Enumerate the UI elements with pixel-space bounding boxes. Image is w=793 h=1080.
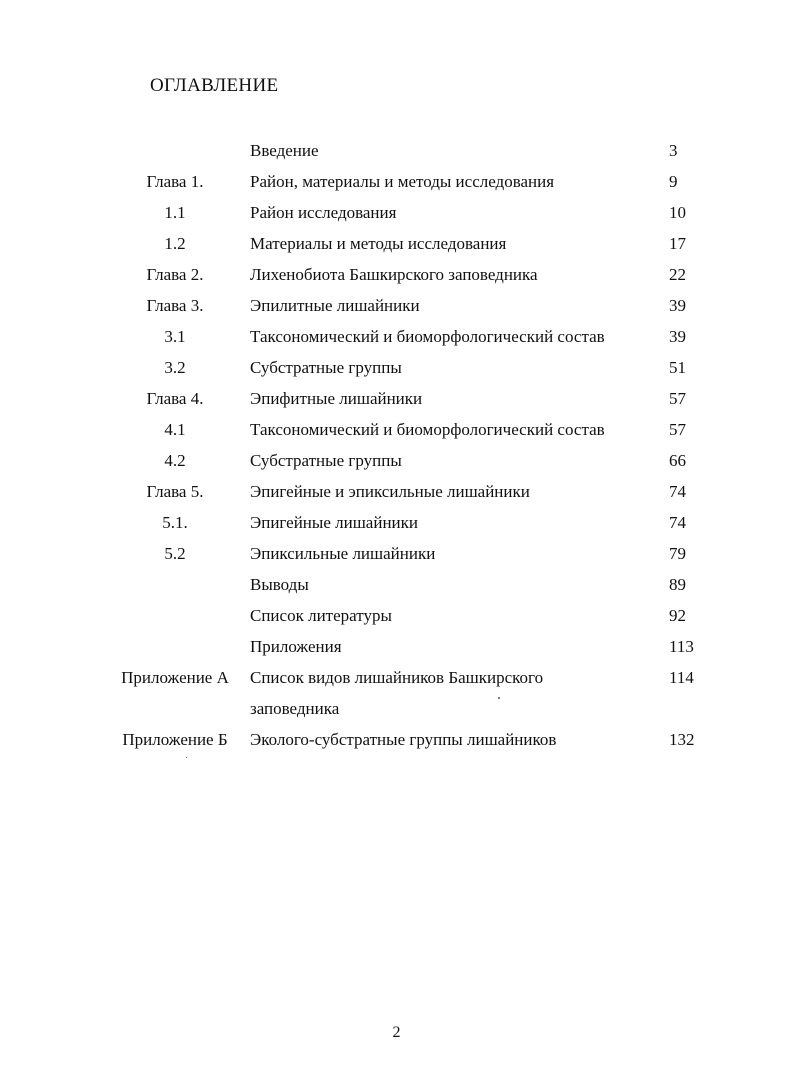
toc-page: 17: [669, 234, 686, 253]
toc-entry-appendix-b: [0, 724, 793, 755]
toc-page: 51: [669, 358, 686, 377]
toc-page: 74: [669, 513, 686, 532]
toc-page: 10: [669, 203, 686, 222]
toc-title: Лихенобиота Башкирского заповедника: [250, 265, 538, 284]
toc-label: Глава 2.: [146, 265, 204, 284]
toc-title: [250, 662, 662, 724]
toc-label: 3.2: [164, 358, 186, 377]
toc-title: Введение: [250, 141, 319, 160]
toc-label: 3.1: [164, 327, 186, 346]
toc-entry-chapter-3: [0, 290, 793, 321]
toc-label: Глава 5.: [146, 482, 204, 501]
toc-page: 113: [669, 637, 694, 656]
toc-title: Эпилитные лишайники: [250, 296, 420, 315]
toc-entry-conclusions: [0, 569, 793, 600]
toc-label: 4.1: [164, 420, 186, 439]
toc-label: Глава 3.: [146, 296, 204, 315]
toc-title: Таксономический и биоморфологический состав: [250, 420, 605, 439]
toc-page: 66: [669, 451, 686, 470]
toc-title: Материалы и методы исследования: [250, 234, 507, 253]
page-title: ОГЛАВЛЕНИЕ: [150, 75, 279, 96]
toc-label: 5.2: [164, 544, 186, 563]
page-number: 2: [392, 1024, 401, 1041]
toc-title: Эпигейные и эпиксильные лишайники: [250, 482, 530, 501]
toc-title: Эпифитные лишайники: [250, 389, 423, 408]
toc-page: 9: [669, 172, 678, 191]
toc-page: 89: [669, 575, 686, 594]
toc-label: Приложение Б: [122, 730, 228, 749]
toc-title: Субстратные группы: [250, 358, 402, 377]
toc-page: 92: [669, 606, 686, 625]
toc-entry-section-3-1: [0, 321, 793, 352]
toc-title-word: Башкирского: [448, 668, 544, 687]
toc-entry-section-5-1: [0, 507, 793, 538]
toc-entry-section-3-2: [0, 352, 793, 383]
toc-entry-appendix-a: [0, 662, 793, 724]
toc-title: Эпигейные лишайники: [250, 513, 418, 532]
toc-entry-chapter-2: [0, 259, 793, 290]
toc-page: 57: [669, 420, 686, 439]
toc-page: 22: [669, 265, 686, 284]
toc-label: Глава 1.: [146, 172, 204, 191]
toc-entry-section-1-1: [0, 197, 793, 228]
toc-entry-section-4-2: [0, 445, 793, 476]
toc-label: 1.2: [164, 234, 186, 253]
toc-entry-introduction: [0, 135, 793, 166]
toc-title: Приложения: [250, 637, 342, 656]
scan-speck: [498, 697, 500, 699]
toc-page: 3: [669, 141, 678, 160]
toc-page: 57: [669, 389, 686, 408]
table-of-contents: [0, 135, 793, 755]
toc-title-word: Список: [250, 668, 304, 687]
toc-entry-section-5-2: [0, 538, 793, 569]
toc-page: 39: [669, 296, 686, 315]
toc-entry-section-1-2: [0, 228, 793, 259]
toc-page: 74: [669, 482, 686, 501]
toc-label: Приложение А: [121, 668, 229, 687]
toc-label: 5.1.: [162, 513, 188, 532]
toc-entry-section-4-1: [0, 414, 793, 445]
toc-title: Список литературы: [250, 606, 392, 625]
toc-title: Выводы: [250, 575, 309, 594]
toc-page: 79: [669, 544, 686, 563]
toc-page: 39: [669, 327, 686, 346]
toc-entry-appendices: [0, 631, 793, 662]
toc-title: Район, материалы и методы исследования: [250, 172, 555, 191]
toc-title: Район исследования: [250, 203, 397, 222]
toc-title-word: лишайников: [354, 668, 445, 687]
toc-entry-chapter-1: [0, 166, 793, 197]
toc-title: Эколого-субстратные группы лишайников: [250, 730, 557, 749]
toc-title: Таксономический и биоморфологический состав: [250, 327, 605, 346]
toc-page: 132: [669, 730, 695, 749]
toc-entry-chapter-5: [0, 476, 793, 507]
toc-entry-chapter-4: [0, 383, 793, 414]
toc-title-continuation: заповедника: [250, 699, 340, 718]
toc-label: 4.2: [164, 451, 186, 470]
toc-title-first-line: [250, 662, 662, 693]
toc-title: Эпиксильные лишайники: [250, 544, 436, 563]
toc-entry-references: [0, 600, 793, 631]
scan-speck: [186, 757, 187, 758]
toc-title: Субстратные группы: [250, 451, 402, 470]
toc-label: 1.1: [164, 203, 186, 222]
toc-title-word: видов: [308, 668, 351, 687]
toc-page: 114: [669, 668, 694, 687]
toc-label: Глава 4.: [146, 389, 204, 408]
